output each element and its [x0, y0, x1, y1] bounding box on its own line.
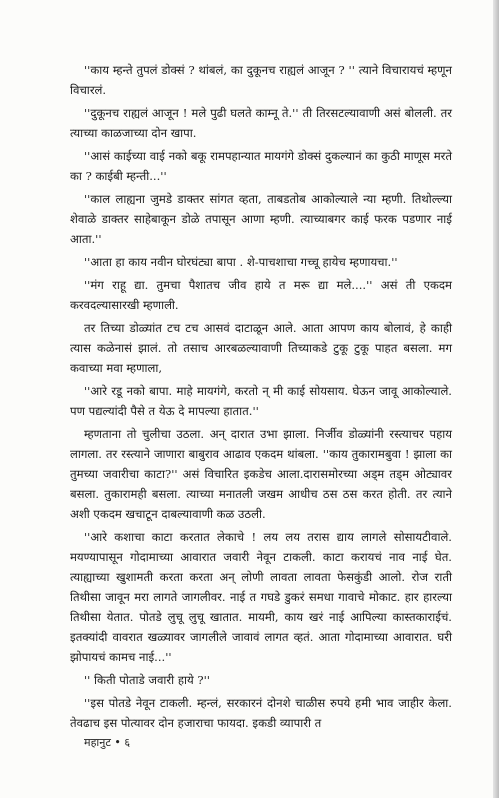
paragraph: तर तिच्या डोळ्यांत टच टच आसवं दाटाळून आले. आता आपण काय बोलावं, हे काही त्यास कळेनासं झालं. तो तसाच आरबळल्यावाणी तिच्याकडे टुकू टुकू पाहत बसला. मग कवाच्या मवा म्हणाला,: [70, 321, 452, 375]
page-text: [70, 60, 452, 736]
paragraph: म्हणताना तो चुलीचा उठला. अन् दारात उभा झाला. निर्जीव डोळ्यांनी रस्त्याचर पहाय लागला. तर रस्त्याने जाणारा बाबुराव आढाव एकदम थांबला. ''काय तुकारामबुवा ! झाला का तुमच्या जवारीचा काटा?'' असं विचारित इकडेच आला.दारासमोरच्या अड्म तड्म ओट्यावर बसला. तुकारामही बसला. त्याच्या मनातली जखम आधीच ठस ठस करत होती. तर त्याने अशी एकदम खचाटून दाबल्यावाणी कळ उठली.: [70, 427, 452, 521]
paragraph: ''दुकूनच राह्यलं आजून ! मले पुढी घलते काम्नू ते.'' ती तिरसटल्यावाणी असं बोलली. तर त्याच्या काळजाच्या दोन खापा.: [70, 106, 452, 140]
paragraph: ''मंग राहू द्या. तुमचा पैशातच जीव हाये त मरू द्या मले....'' असं ती एकदम करवदल्यासारखी म्हणाली.: [70, 278, 452, 312]
paragraph: ''आरे कशाचा काटा करतात लेकाचे ! लय लय तरास द्याय लागले सोसायटीवाले. मयण्यापासून गोदामाच्या आवारात जवारी नेवून टाकली. काटा करायचं नाव नाई घेत. त्याह्याच्या खुशामती करता करता अन् लोणी लावता लावता फेसकुंडी आलो. रोज राती तिथीसा जावून मरा लागते जागलीवर. नाई त गघडे डुकरं समधा गावाचे मोकाट. हार हारल्या तिथीसा येतात. पोतडे लुचू लुचू खातात. मायमी, काय खरं नाई आपिल्या कास्तकाराईचं. इतक्यांदी वावरात खळ्यावर जागलीले जावावं लागत व्हतं. आता गोदामाच्या आवारात. घरी झोपायचं कामच नाई...'': [70, 530, 452, 664]
paragraph: ''आसं काईच्या वाई नको बकू रामपहान्यात मायगंगे डोक्सं दुकल्यानं का कुठी माणूस मरते का ? काईबी म्हन्ती...'': [70, 149, 452, 183]
page-footer: महानुट • ६: [84, 736, 131, 749]
paragraph: ''आता हा काय नवीन घोरघंट्या बापा . शे-पाचशाचा गच्चू हायेच म्हणायचा.'': [84, 255, 398, 269]
paragraph: ''काय म्हन्ते तुपलं डोक्सं ? थांबलं, का दुकूनच राह्यलं आजून ? '' त्याने विचारायचं म्हणून विचारलं.: [70, 63, 452, 97]
paragraph: '' किती पोताडे जवारी हाये ?'': [84, 673, 210, 687]
scan-edge: [493, 0, 499, 798]
paragraph: ''काल लाह्यना जुमडे डाक्तर सांगत व्हता, ताबडतोब आकोल्याले न्या म्हणी. तिथोल्ल्या शेवाळे डाक्तर साहेबाकून डोळे तपासून आणा म्हणी. त्याच्याबगर काई फरक पडणार नाई आता.'': [70, 192, 452, 246]
paragraph: ''इस पोतडे नेवून टाकली. म्हन्लं, सरकारनं दोनशे चाळीस रुपये हमी भाव जाहीर केला. तेवढाच इस पोत्यावर दोन हजाराचा फायदा. इकडी व्यापारी त: [70, 696, 452, 730]
paragraph: ''आरे रडू नको बापा. माहे मायगंगे, करतो न् मी काई सोयसाय. घेऊन जावू आकोल्याले. पण पद्यल्यांदी पैसे त येऊ दे मापल्या हातात.'': [70, 384, 452, 418]
